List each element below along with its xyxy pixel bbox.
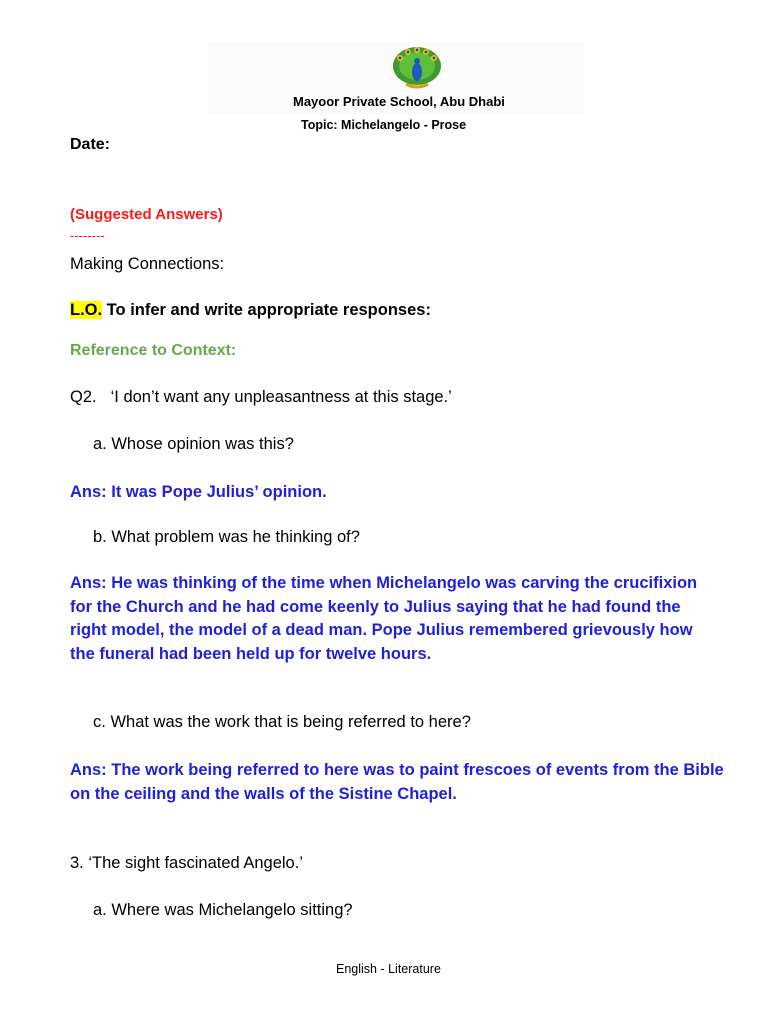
q2a-answer: Ans: It was Pope Julius’ opinion. bbox=[70, 483, 327, 501]
q2b-answer: Ans: He was thinking of the time when Michelangelo was carving the crucifixion for the Church and he had come keenly to Julius saying that he had found the right model, the model of a dead man. Pope Julius remembered grievously how the funeral had been held up for twelve hours. bbox=[70, 574, 698, 663]
suggested-answers-label: (Suggested Answers) bbox=[70, 206, 223, 223]
q2-quote: ‘I don’t want any unpleasantness at this stage.’ bbox=[110, 388, 452, 406]
q2b-label: b. bbox=[93, 528, 107, 546]
q2a-question bbox=[93, 435, 294, 454]
q2-number: Q2. bbox=[70, 388, 97, 406]
q3a-text: Where was Michelangelo sitting? bbox=[111, 901, 353, 919]
q2c-text: What was the work that is being referred to here? bbox=[110, 713, 471, 731]
lo-text: To infer and write appropriate responses: bbox=[102, 301, 431, 319]
page-footer: English - Literature bbox=[336, 962, 441, 976]
peacock-logo-icon bbox=[388, 44, 446, 92]
q3-line: 3. ‘The sight fascinated Angelo.’ bbox=[70, 854, 303, 872]
making-connections-heading: Making Connections: bbox=[70, 255, 225, 273]
q2a-label: a. bbox=[93, 435, 107, 453]
q2c-answer: Ans: The work being referred to here was to paint frescoes of events from the Bible on the ceiling and the walls of the Sistine Chapel. bbox=[70, 761, 724, 803]
date-label: Date: bbox=[70, 136, 111, 153]
separator: -------- bbox=[70, 228, 105, 243]
topic-title: Topic: Michelangelo - Prose bbox=[301, 118, 467, 132]
q3a-question bbox=[93, 901, 353, 920]
q2-line bbox=[70, 388, 452, 407]
q2a-text: Whose opinion was this? bbox=[111, 435, 294, 453]
lo-highlight: L.O. bbox=[70, 301, 103, 319]
q2b-text: What problem was he thinking of? bbox=[111, 528, 360, 546]
reference-to-context-heading: Reference to Context: bbox=[70, 342, 237, 359]
school-name: Mayoor Private School, Abu Dhabi bbox=[293, 94, 505, 109]
q2c-question bbox=[93, 713, 471, 732]
learning-objective bbox=[70, 301, 431, 320]
q2c-label: c. bbox=[93, 713, 106, 731]
q2b-question bbox=[93, 528, 360, 547]
q3a-label: a. bbox=[93, 901, 107, 919]
